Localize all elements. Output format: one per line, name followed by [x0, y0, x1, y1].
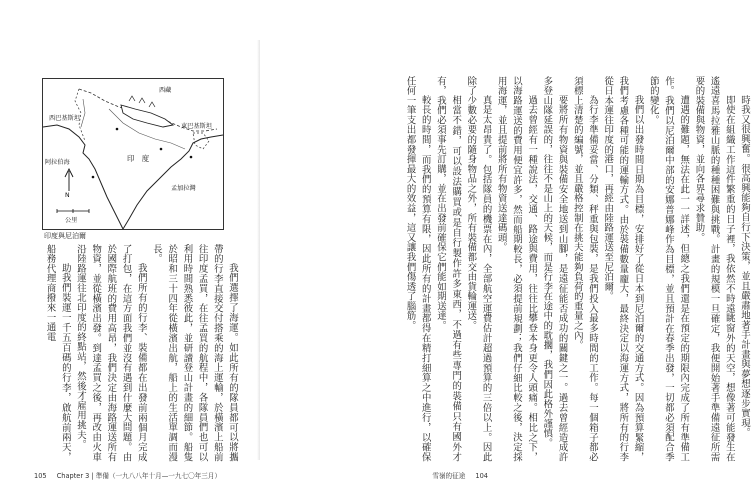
west-coastline: [43, 125, 123, 229]
right-paragraph: 時我又很興奮。很高興能夠自行下決策，並且嚴肅地著手計畫與夢想逐步實現。: [739, 94, 750, 438]
city-dot-calcutta: [190, 156, 193, 159]
right-paragraph: 較長的時間，而我們的預算有限，因此所有的計畫都得在精打細算之中進行，以確保任何一筆支出都發揮最大的效益，這又讓我們傷透了腦筋。: [404, 76, 431, 462]
indus-river: [81, 99, 85, 127]
scale-bar: [57, 209, 89, 213]
right-page-body: [404, 76, 752, 462]
left-page-body: [44, 244, 240, 462]
map-label-scale: 公里: [65, 217, 78, 224]
map-label-north: N: [65, 192, 70, 199]
map-india-nepal: [42, 78, 224, 230]
right-paragraph: 真是太昂貴了。包括隊員的機票在內，全部航空運費估計超過預算的三倍以上。因此除了少數必要的隨身物品之外，所有裝備都交由貨輪運送。: [465, 76, 492, 462]
right-paragraph: 我們以出發時間日期為目標，安排好了從日本到尼泊爾的交通方式。因為預算緊縮，我們考慮各種可能的運輸方式。由於裝備數量龐大，最終決定以海運方式，將所有的行李從日本運往印度的港口，再經由陸路運送至尼泊爾。: [602, 76, 644, 462]
left-page: [0, 0, 260, 500]
right-paragraph: 過去曾經有一種說法，交通、路途與費用，往往比攀登本身更令人頭痛。相比之下，以海路運送的費用便宜許多，然而船期較長，必須提前規劃；我們仔細比較之後，決定採用海運，並且提前將所有物資送達碼頭。: [495, 76, 538, 462]
right-paragraph: 為行李準備妥當、分類、秤重與包裝，是我們投入最多時間的工作。每一個箱子都必須標上清楚的編號，並且嚴格控制在挑夫能夠負荷的重量之內。: [571, 76, 598, 462]
map-label-east-pakistan: 東巴基斯坦: [181, 123, 212, 130]
right-paragraph: 相當不錯，可以設法購買或是自行製作許多東西，不過有些專門的裝備只有國外才有，我們必須事先訂購，並在出發前確保它們能如期送達。: [434, 76, 462, 462]
right-page: [260, 0, 750, 500]
map-label-bay-of-bengal: 孟加拉灣: [171, 185, 196, 192]
right-paragraph: 要將所有物資與裝備安全地送到山腳，是遠征能否成功的關鍵之一。過去曾經造成許多登山隊延誤的，往往不是山上的天候，而是行李在途中的耽擱，我們因此格外謹慎。: [541, 76, 568, 462]
left-page-number: 105: [34, 472, 47, 480]
map-label-india: 印 度: [127, 154, 150, 163]
left-paragraph: 我們所有的行李、裝備都在出發前兩個月完成了打包，在這方面我們並沒有遇到什麼大問題。由於國際航班的費用高昂，我們決定由海路運送所有物資，並從橫濱出發。到達孟買之後，再改由火車沿陸路運往北印度的終點站，然後才雇用挑夫。: [74, 244, 147, 462]
east-coastline: [123, 135, 223, 229]
left-paragraph: 助我們裝運一千五百碼的行李，啟航前兩天，船務代理商撥來一通電: [44, 244, 71, 462]
book-running-head: 雪嶺的征途: [432, 472, 466, 480]
left-paragraph: 我們選擇了海運。如此所有的隊員都可以將攜帶的行李直接交付搭乘的海上運輸，於橫濱上船前往印度孟買，在往孟買的航程中，各隊員們也可以利用時間熟悉彼此，並研讀登山計畫的細節。船隻於昭和三十四年從橫濱出航，船上的生活單調而漫長。: [150, 244, 238, 462]
right-paragraph: 遭遇的難題，無法在此一一詳述，但總之我們還是在預定的期限內完成了所有準備工作。我們以尼泊爾中部的安娜普娜峰作為目標，並且預計在春季出發，一切都必須配合季節的變化。: [647, 76, 690, 462]
map-label-arabian-sea: 阿拉伯海: [45, 159, 70, 166]
right-page-number: 104: [475, 472, 488, 480]
city-dot-bombay: [92, 176, 95, 179]
city-dot-patna: [160, 148, 163, 151]
mountain-icon: [129, 96, 155, 107]
north-arrow-icon: [65, 169, 73, 191]
east-pakistan-border: [193, 133, 209, 149]
chapter-running-head: Chapter 3 | 準備（一九八八年十月—一九七〇年三月）: [56, 472, 222, 480]
right-folio: [432, 470, 488, 480]
nepal-outline: [121, 105, 173, 127]
city-dot-delhi: [116, 128, 119, 131]
right-paragraph: 即使在組織工作這件繁重的日子裡，我依然不時遠眺窗外的天空，想像著可能發生在遙遠喜馬拉雅山脈的種種困難與挑戰。計畫的規模一旦確定，我便開始著手準備遠征所需要的裝備與物資，並向各界尋求贊助。: [693, 76, 735, 462]
map-caption: 印度與尼泊爾: [44, 232, 86, 240]
left-folio: [34, 470, 221, 480]
map-label-tibet: 西藏: [159, 87, 172, 94]
map-label-west-pakistan: 西巴基斯坦: [49, 115, 80, 122]
